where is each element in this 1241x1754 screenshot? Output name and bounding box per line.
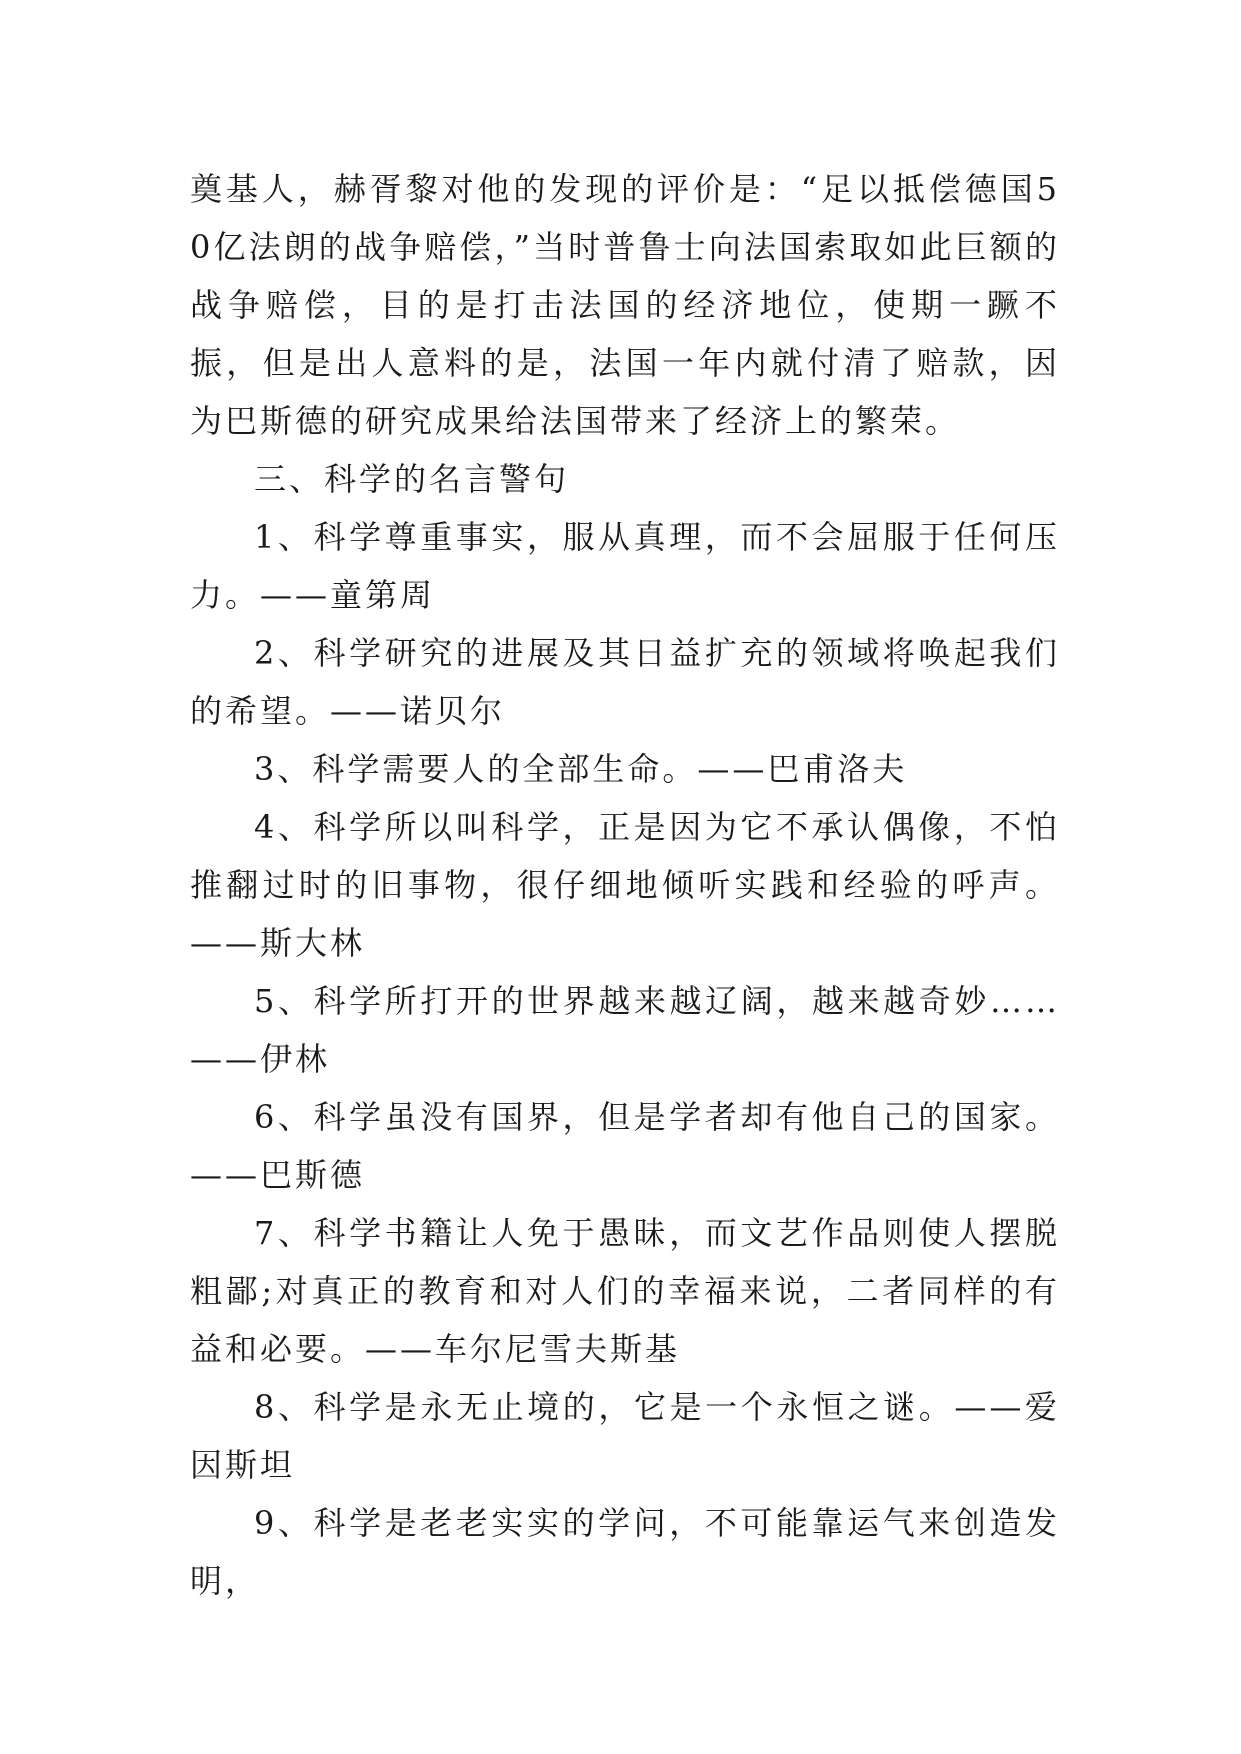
- quote-item: 7、科学书籍让人免于愚昧，而文艺作品则使人摆脱粗鄙;对真正的教育和对人们的幸福来说，二者同样的有益和必要。——车尔尼雪夫斯基: [190, 1214, 1060, 1368]
- quote-item: 8、科学是永无止境的，它是一个永恒之谜。——爱因斯坦: [190, 1388, 1060, 1484]
- section-heading: 三、科学的名言警句: [254, 460, 570, 498]
- quote-item: 1、科学尊重事实，服从真理，而不会屈服于任何压力。——童第周: [190, 518, 1060, 614]
- document-body: [190, 160, 1060, 1610]
- quote-item: 3、科学需要人的全部生命。——巴甫洛夫: [254, 750, 908, 788]
- paragraph-continuation: 奠基人，赫胥黎对他的发现的评价是：“足以抵偿德国50亿法朗的战争赔偿，”当时普鲁士向法国索取如此巨额的战争赔偿，目的是打击法国的经济地位，使期一蹶不振，但是出人意料的是，法国一年内就付清了赔款，因为巴斯德的研究成果给法国带来了经济上的繁荣。: [190, 170, 1060, 440]
- quote-item: 6、科学虽没有国界，但是学者却有他自己的国家。——巴斯德: [190, 1098, 1060, 1194]
- quote-item: 9、科学是老老实实的学问，不可能靠运气来创造发明，: [190, 1504, 1060, 1600]
- quote-item: 4、科学所以叫科学，正是因为它不承认偶像，不怕推翻过时的旧事物，很仔细地倾听实践和经验的呼声。——斯大林: [190, 808, 1060, 962]
- quote-item: 5、科学所打开的世界越来越辽阔，越来越奇妙……——伊林: [190, 982, 1060, 1078]
- quote-item: 2、科学研究的进展及其日益扩充的领域将唤起我们的希望。——诺贝尔: [190, 634, 1060, 730]
